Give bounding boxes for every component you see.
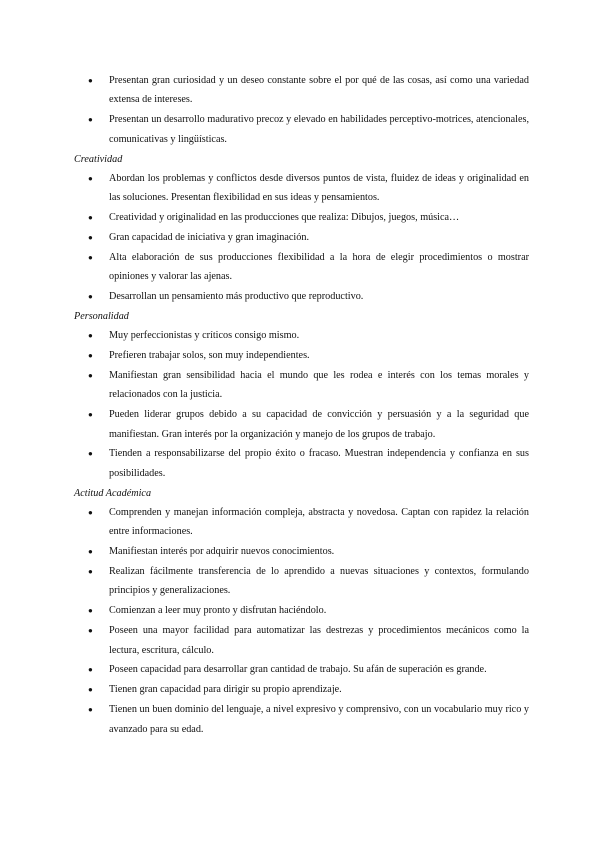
bullet-icon: ● — [88, 292, 93, 302]
bullet-icon: ● — [88, 507, 93, 517]
bullet-list-personalidad — [74, 326, 529, 483]
section-heading-actitud-academica: Actitud Académica — [74, 487, 152, 499]
list-item-text: Manifiestan interés por adquirir nuevos conocimientos. — [109, 546, 335, 558]
bullet-icon: ● — [88, 665, 93, 675]
list-item — [74, 326, 529, 345]
list-item — [74, 228, 529, 247]
list-item-text: Poseen una mayor facilidad para automatizar las destrezas y procedimientos mecánicos como la lectura, escritura, cálculo. — [109, 625, 529, 656]
bullet-list-intro — [74, 71, 529, 149]
bullet-list-creatividad — [74, 169, 529, 307]
list-item — [74, 503, 529, 542]
list-item — [74, 680, 529, 699]
bullet-icon: ● — [88, 330, 93, 340]
document-body — [74, 71, 529, 740]
list-item — [74, 562, 529, 601]
bullet-icon: ● — [88, 350, 93, 360]
list-item-text: Prefieren trabajar solos, son muy independientes. — [109, 349, 310, 361]
list-item — [74, 366, 529, 405]
list-item — [74, 444, 529, 483]
list-item — [74, 287, 529, 306]
list-item-text: Realizan fácilmente transferencia de lo aprendido a nuevas situaciones y contextos, formulando principios y generalizaciones. — [109, 565, 529, 597]
list-item — [74, 601, 529, 620]
bullet-list-actitud-academica — [74, 503, 529, 739]
bullet-icon: ● — [88, 566, 93, 576]
bullet-icon: ● — [88, 705, 93, 715]
bullet-icon: ● — [88, 115, 93, 125]
list-item-text: Abordan los problemas y conflictos desde diversos puntos de vista, fluidez de ideas y originalidad en las soluciones. Presentan flexibilidad en sus ideas y pensamientos. — [109, 172, 529, 204]
list-item — [74, 169, 529, 208]
bullet-icon: ● — [88, 685, 93, 695]
bullet-icon: ● — [88, 173, 93, 183]
list-item-text: Alta elaboración de sus producciones flexibilidad a la hora de elegir procedimientos o mostrar opiniones y valorar las ajenas. — [109, 251, 529, 283]
list-item-text: Muy perfeccionistas y críticos consigo mismo. — [109, 329, 300, 341]
list-item — [74, 660, 529, 679]
bullet-icon: ● — [88, 252, 93, 262]
bullet-icon: ● — [88, 547, 93, 557]
list-item — [74, 71, 529, 110]
list-item-text: Desarrollan un pensamiento más productivo que reproductivo. — [109, 291, 364, 303]
bullet-icon: ● — [88, 76, 93, 85]
list-item-text: Manifiestan gran sensibilidad hacia el mundo que les rodea e interés con los temas morales y relacionados con la justicia. — [109, 369, 529, 401]
bullet-icon: ● — [88, 212, 93, 222]
section-heading-personalidad: Personalidad — [74, 310, 129, 322]
list-item-text: Creatividad y originalidad en las producciones que realiza: Dibujos, juegos, música… — [109, 211, 460, 223]
list-item-text: Poseen capacidad para desarrollar gran cantidad de trabajo. Su afán de superación es grande. — [109, 664, 487, 676]
list-item-text: Tienden a responsabilizarse del propio éxito o fracaso. Muestran independencia y confianza en sus posibilidades. — [109, 448, 529, 479]
bullet-icon: ● — [88, 410, 93, 420]
bullet-icon: ● — [88, 626, 93, 636]
list-item-text: Pueden liderar grupos debido a su capacidad de convicción y persuasión y a la seguridad que manifiestan. Gran interés por la organización y manejo de los grupos de trabajo. — [109, 409, 529, 440]
list-item — [74, 621, 529, 660]
list-item — [74, 346, 529, 365]
bullet-icon: ● — [88, 449, 93, 459]
bullet-icon: ● — [88, 232, 93, 242]
list-item-text: Gran capacidad de iniciativa y gran imaginación. — [109, 231, 309, 243]
list-item — [74, 542, 529, 561]
list-item — [74, 405, 529, 444]
list-item-text: Tienen gran capacidad para dirigir su propio aprendizaje. — [109, 684, 342, 696]
list-item — [74, 208, 529, 227]
list-item-text: Comienzan a leer muy pronto y disfrutan haciéndolo. — [109, 605, 327, 617]
list-item-text: Presentan gran curiosidad y un deseo constante sobre el por qué de las cosas, así como una variedad extensa de intereses. — [109, 75, 529, 106]
list-item-text: Comprenden y manejan información compleja, abstracta y novedosa. Captan con rapidez la relación entre informaciones. — [109, 506, 529, 538]
bullet-icon: ● — [88, 606, 93, 616]
list-item — [74, 248, 529, 287]
list-item-text: Tienen un buen dominio del lenguaje, a nivel expresivo y comprensivo, con un vocabulario muy rico y avanzado para su edad. — [109, 704, 529, 735]
section-heading-creatividad: Creatividad — [74, 153, 123, 165]
list-item — [74, 700, 529, 739]
list-item — [74, 110, 529, 149]
bullet-icon: ● — [88, 370, 93, 380]
list-item-text: Presentan un desarrollo madurativo precoz y elevado en habilidades perceptivo-motrices, atencionales, comunicativas y lingüísticas. — [109, 114, 529, 145]
